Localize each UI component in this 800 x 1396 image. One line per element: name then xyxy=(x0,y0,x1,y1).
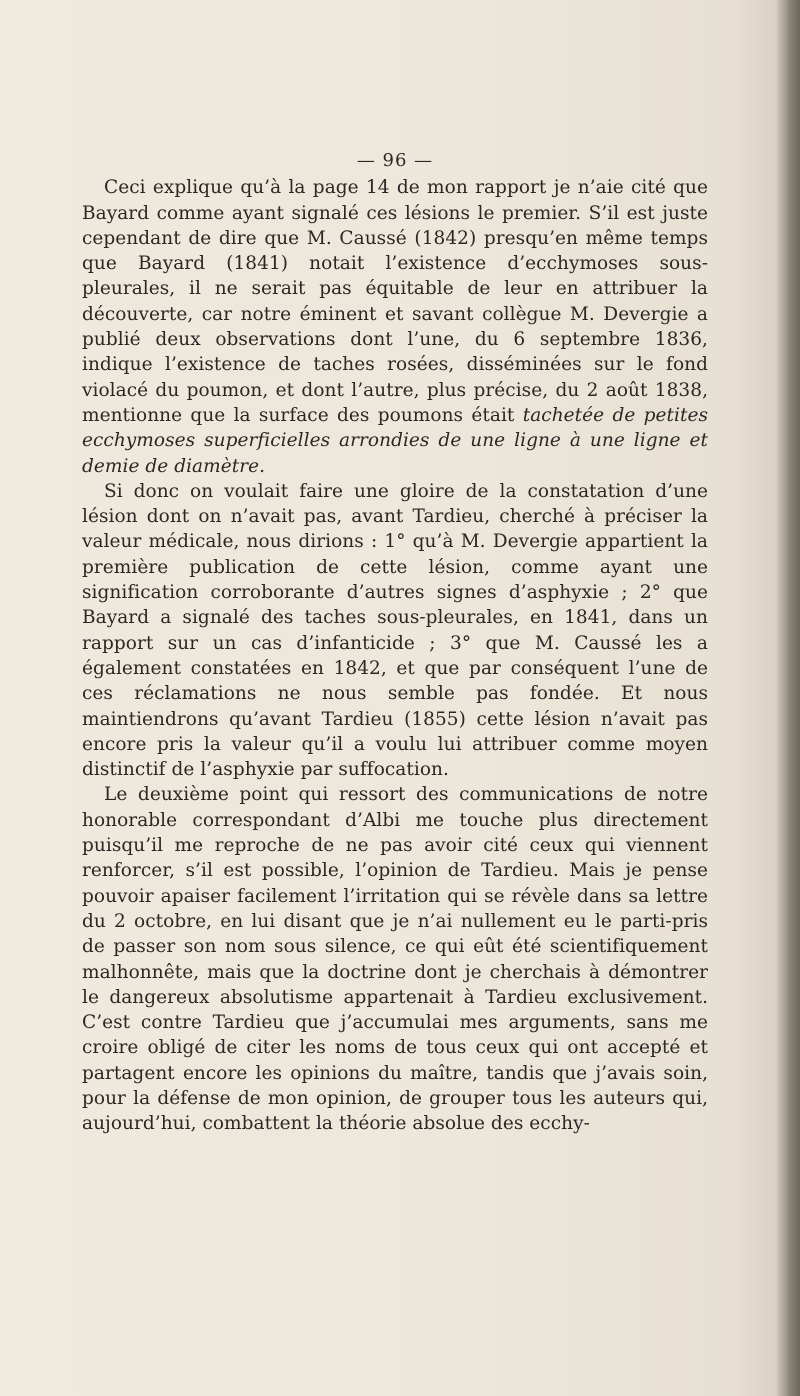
paragraph-1 xyxy=(82,175,708,479)
page-text-block xyxy=(82,148,708,1137)
italic-quote: tachetée de petites ecchymoses superficielles arrondies de une ligne à une ligne et demie de diamètre. xyxy=(82,404,708,477)
page-number: — 96 — xyxy=(356,150,434,171)
paragraph-2: Si donc on voulait faire une gloire de la constatation d’une lésion dont on n’avait pas, avant Tardieu, cherché à préciser la valeur médicale, nous dirions : 1° qu’à M. Devergie appartient la première publication de cette lésion, comme ayant une signification corroborante d’autres signes d’asphyxie ; 2° que Bayard a signalé des taches sous-pleurales, en 1841, dans un rapport sur un cas d’infanticide ; 3° que M. Caussé les a également constatées en 1842, et que par conséquent l’une de ces réclamations ne nous semble pas fondée. Et nous maintiendrons qu’avant Tardieu (1855) cette lésion n’avait pas encore pris la valeur qu’il a voulu lui attribuer comme moyen distinctif de l’asphyxie par suffocation. xyxy=(82,480,708,781)
paragraph-3: Le deuxième point qui ressort des communications de notre honorable correspondant d’Albi me touche plus directement puisqu’il me reproche de ne pas avoir cité ceux qui viennent renforcer, s’il est possible, l’opinion de Tardieu. Mais je pense pouvoir apaiser facilement l’irritation qui se révèle dans sa lettre du 2 octobre, en lui disant que je n’ai nullement eu le parti-pris de passer son nom sous silence, ce qui eût été scientifiquement malhonnête, mais que la doctrine dont je cherchais à démontrer le dangereux absolutisme appartenait à Tardieu exclusivement. C’est contre Tardieu que j’accumulai mes arguments, sans me croire obligé de citer les noms de tous ceux qui ont accepté et partagent encore les opinions du maître, tandis que j’avais soin, pour la défense de mon opinion, de grouper tous les auteurs qui, aujourd’hui, combattent la théorie absolue des ecchy- xyxy=(82,784,708,1135)
paragraph-1-text: Ceci explique qu’à la page 14 de mon rapport je n’aie cité que Bayard comme ayant signalé ces lésions le premier. S’il est juste cependant de dire que M. Caussé (1842) presqu’en même temps que Bayard (1841) notait l’existence d’ecchymoses sous-pleurales, il ne serait pas équitable de leur en attribuer la découverte, car notre éminent et savant collègue M. Devergie a publié deux observations dont l’une, du 6 septembre 1836, indique l’existence de taches rosées, disséminées sur le fond violacé du poumon, et dont l’autre, plus précise, du 2 août 1838, mentionne que la surface des poumons était xyxy=(82,177,708,426)
quote-spacer xyxy=(514,405,522,426)
book-edge xyxy=(782,0,800,1396)
